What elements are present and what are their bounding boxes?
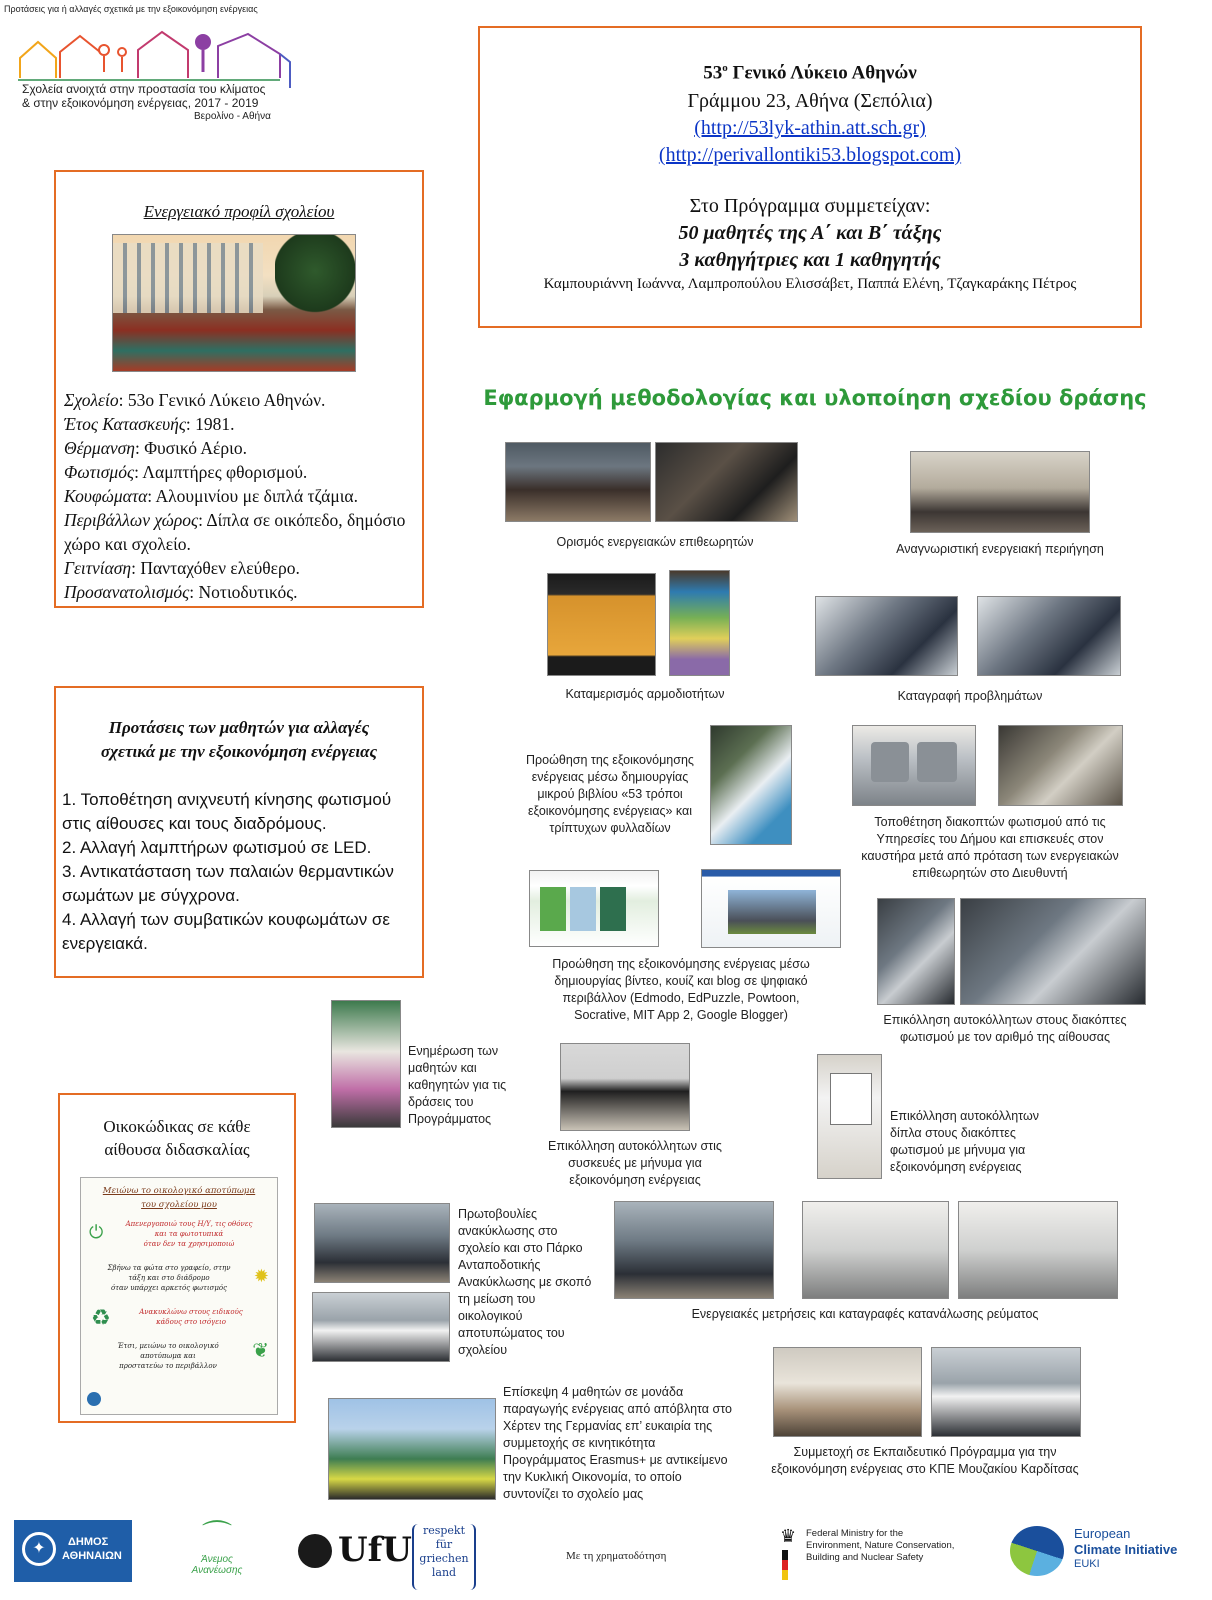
energy-profile-title: Ενεργειακό προφίλ σχολείου [143,202,335,221]
tasks-photo-1 [547,573,656,676]
seal-icon: ✦ [22,1532,56,1566]
profile-row: Γειτνίαση: Πανταχόθεν ελεύθερο. [64,558,300,578]
measurements-photo-1 [614,1201,774,1299]
switches-photo [852,725,976,806]
houses-logo-icon [18,28,293,90]
proposals-title: Προτάσεις των μαθητών για αλλαγές σχετικά με την εξοικονόμηση ενέργειας [100,718,378,761]
school-address: Γράμμου 23, Αθήνα (Σεπόλια) [687,90,933,113]
school-name: $53^o$ Γενικό Λύκειο Αθηνών [703,62,917,84]
funding-text: Με τη χρηματοδότηση [566,1550,667,1562]
school-building-photo [112,234,356,372]
problems-photo-1 [815,596,958,676]
participants-title: Στο Πρόγραμμα συμμετείχαν: [689,195,931,218]
ecocode-poster: Μειώνω το οικολογικό αποτύπωμα του σχολείου μου ⏻ Απενεργοποιώ τους Η/Υ, τις οθόνες και τα φωτοτυπικά όταν δεν τα χρησιμοποιώ ✹ Σβήνω τα φώτα στο γραφείο, στην τάξη και στο διάδρομο όταν υπάρχει αρκετός φωτισμός ♻ Ανακυκλώνω στους ειδικούς κάδους στο ισόγειο ❦ Έτσι, μειώνω το οικολογικό αποτύπωμα και προστατεύω το περιβάλλον [80,1177,278,1415]
proposal-item: 1. Τοποθέτηση ανιχνευτή κίνησης φωτισμού στις αίθουσες και τους διαδρόμους. [62,790,392,833]
visit-photo [328,1398,496,1500]
participants-teachers: 3 καθηγήτριες και 1 καθηγητής [679,249,941,272]
profile-row: Φωτισμός: Λαμπτήρες φθορισμού. [64,462,308,482]
caption-problems: Καταγραφή προβλημάτων [897,689,1043,703]
school-info-box [478,26,1142,328]
profile-row: Θέρμανση: Φυσικό Αέριο. [64,438,247,458]
proposals-box [54,686,424,978]
proposal-item: 3. Αντικατάσταση των παλαιών θερμαντικών σωμάτων με σύγχρονα. [62,862,394,905]
booklet-photo [710,725,792,845]
inform-photo [331,1000,401,1128]
proposal-item: 4. Αλλαγή των συμβατικών κουφωμάτων σε ενεργειακά. [62,910,390,953]
seminar-photo-1 [773,1347,922,1437]
caption-stickers-rooms: Επικόλληση αυτοκόλλητων στους διακόπτες φωτισμού με τον αριθμό της αίθουσας [883,1013,1127,1044]
eco-schools-logo-icon [87,1392,101,1406]
caption-inform: Ενημέρωση των μαθητών και καθηγητών για τις δράσεις του Προγράμματος [408,1044,507,1126]
problems-photo-2 [977,596,1121,676]
stickers-switches-photo [817,1054,882,1179]
proposals-list [62,788,422,956]
caption-visit: Επίσκεψη 4 μαθητών σε μονάδα παραγωγής ενέργειας από απόβλητα στο Χέρτεν της Γερμανίας επ’ ευκαιρία της συμμετοχής σε κινητικότητα Προγράμματος Erasmus+ με αντικείμενο την Κυκλική Οικονομία, το οποίο συντονίζει το σχολείο μας [503,1385,732,1501]
tour-photo [910,451,1090,533]
dimos-athinaion-logo: ✦ ΔΗΜΟΣ ΑΘΗΝΑΙΩΝ [14,1520,132,1582]
bulb-icon: ✹ [253,1266,269,1287]
logo-line-3: Βερολίνο - Αθήνα [194,111,271,122]
ufu-circle-icon [298,1534,332,1568]
stickers-devices-photo [560,1043,690,1131]
euki-logo: European Climate Initiative EUKI [1010,1520,1200,1584]
ufu-logo [298,1530,412,1574]
caption-recycling: Πρωτοβουλίες ανακύκλωσης στο σχολείο και στο Πάρκο Ανταποδοτικής Ανακύκλωσης με σκοπό τη μείωση του οικολογικού αποτυπώματος του σχολείου [458,1207,592,1357]
tasks-photo-2 [669,570,730,676]
stickers-rooms-photo-1 [877,898,955,1005]
profile-row: Περιβάλλων χώρος: Δίπλα σε οικόπεδο, δημόσιο χώρο και σχολείο. [64,510,406,554]
measurements-photo-3 [958,1201,1118,1299]
blog-link[interactable]: (http://perivallontiki53.blogspot.com) [658,144,962,167]
caption-stickers-switches: Επικόλληση αυτοκόλλητων δίπλα στους διακόπτες φωτισμού με μήνυμα για εξοικονόμηση ενέργειας [890,1109,1039,1174]
participants-students: 50 μαθητές της Α΄ και Β΄ τάξης [678,222,942,245]
logo-line-1: Σχολεία ανοιχτά στην προστασία του κλίματος [22,82,266,96]
digital-photo-1 [529,870,659,947]
profile-row: Κουφώματα: Αλουμινίου με διπλά τζάμια. [64,486,358,506]
school-website-link[interactable]: (http://53lyk-athin.att.sch.gr) [694,117,926,140]
respekt-logo: respekt für griechen land [412,1524,476,1590]
ufu-text: UfU [338,1530,412,1570]
energy-profile-list [64,388,420,604]
caption-tasks: Καταμερισμός αρμοδιοτήτων [565,687,725,701]
seminar-photo-2 [931,1347,1081,1437]
logo-line-2: & στην εξοικονόμηση ενέργειας, 2017 - 2019 [22,96,259,110]
caption-switches: Τοποθέτηση διακοπτών φωτισμού από τις Υπηρεσίες του Δήμου και επισκευές στον καυστήρα μετά από πρόταση των ενεργειακών επιθεωρητών στο Διευθυντή [861,815,1119,880]
euki-swirl-icon [1010,1526,1064,1576]
profile-row: Σχολείο: 53ο Γενικό Λύκειο Αθηνών. [64,390,326,410]
recycling-photo-2 [312,1292,450,1362]
recycling-photo-1 [314,1203,450,1283]
leaf-icon: ⌒ [202,1520,232,1553]
ecocode-box [58,1093,296,1423]
caption-measurements: Ενεργειακές μετρήσεις και καταγραφές κατανάλωσης ρεύματος [691,1307,1039,1321]
header-note: Προτάσεις για ή αλλαγές σχετικά με την εξοικονόμηση ενέργειας [4,4,258,14]
inspectors-photo-1 [505,442,651,522]
proposal-item: 2. Αλλαγή λαμπτήρων φωτισμού σε LED. [62,838,372,857]
footprint-icon: ❦ [252,1338,269,1362]
caption-booklet: Προώθηση της εξοικονόμησης ενέργειας μέσω δημιουργίας μικρού βιβλίου «53 τρόποι εξοικονόμησης ενέργειας» και τρίπτυχων φυλλαδίων [526,753,694,835]
energy-profile-box [54,170,424,608]
plug-icon: ⏻ [89,1222,104,1243]
recycle-icon: ♻ [91,1306,111,1331]
boiler-photo [998,725,1123,806]
ecocode-title: Οικοκώδικας σε κάθε αίθουσα διδασκαλίας [103,1117,251,1159]
anemos-ananeosis-logo: ⌒ Άνεμος Ανανέωσης [182,1520,252,1584]
project-logo [18,28,293,128]
stickers-rooms-photo-2 [960,898,1146,1005]
profile-row: Προσανατολισμός: Νοτιοδυτικός. [64,582,298,602]
inspectors-photo-2 [655,442,798,522]
digital-photo-2 [701,869,841,948]
measurements-photo-2 [802,1201,949,1299]
caption-seminar: Συμμετοχή σε Εκπαιδευτικό Πρόγραμμα για την εξοικονόμηση ενέργειας στο ΚΠΕ Μουζακίου Καρδίτσας [771,1445,1079,1476]
caption-stickers-devices: Επικόλληση αυτοκόλλητων στις συσκευές με μήνυμα για εξοικονόμηση ενέργειας [548,1139,722,1187]
eagle-icon: ♛ [780,1526,797,1546]
caption-inspectors: Ορισμός ενεργειακών επιθεωρητών [556,535,754,549]
caption-tour: Αναγνωριστική ενεργειακή περιήγηση [896,542,1104,556]
bmu-logo: ♛ Federal Ministry for the Environment, Nature Conservation, Building and Nuclear Safety [776,1522,956,1584]
teacher-names: Καμπουριάννη Ιωάννα, Λαμπροπούλου Ελισσάβετ, Παππά Ελένη, Τζαγκαράκης Πέτρος [543,276,1077,293]
profile-row: Έτος Κατασκευής: 1981. [64,414,235,434]
caption-digital: Προώθηση της εξοικονόμησης ενέργειας μέσω δημιουργίας βίντεο, κουίζ και blog σε ψηφιακό περιβάλλον (Edmodo, EdPuzzle, Powtoon, Socrative, MIT App 2, Google Blogger) [552,957,810,1022]
methodology-title: Εφαρμογή μεθοδολογίας και υλοποίηση σχεδίου δράσης [483,386,1147,410]
